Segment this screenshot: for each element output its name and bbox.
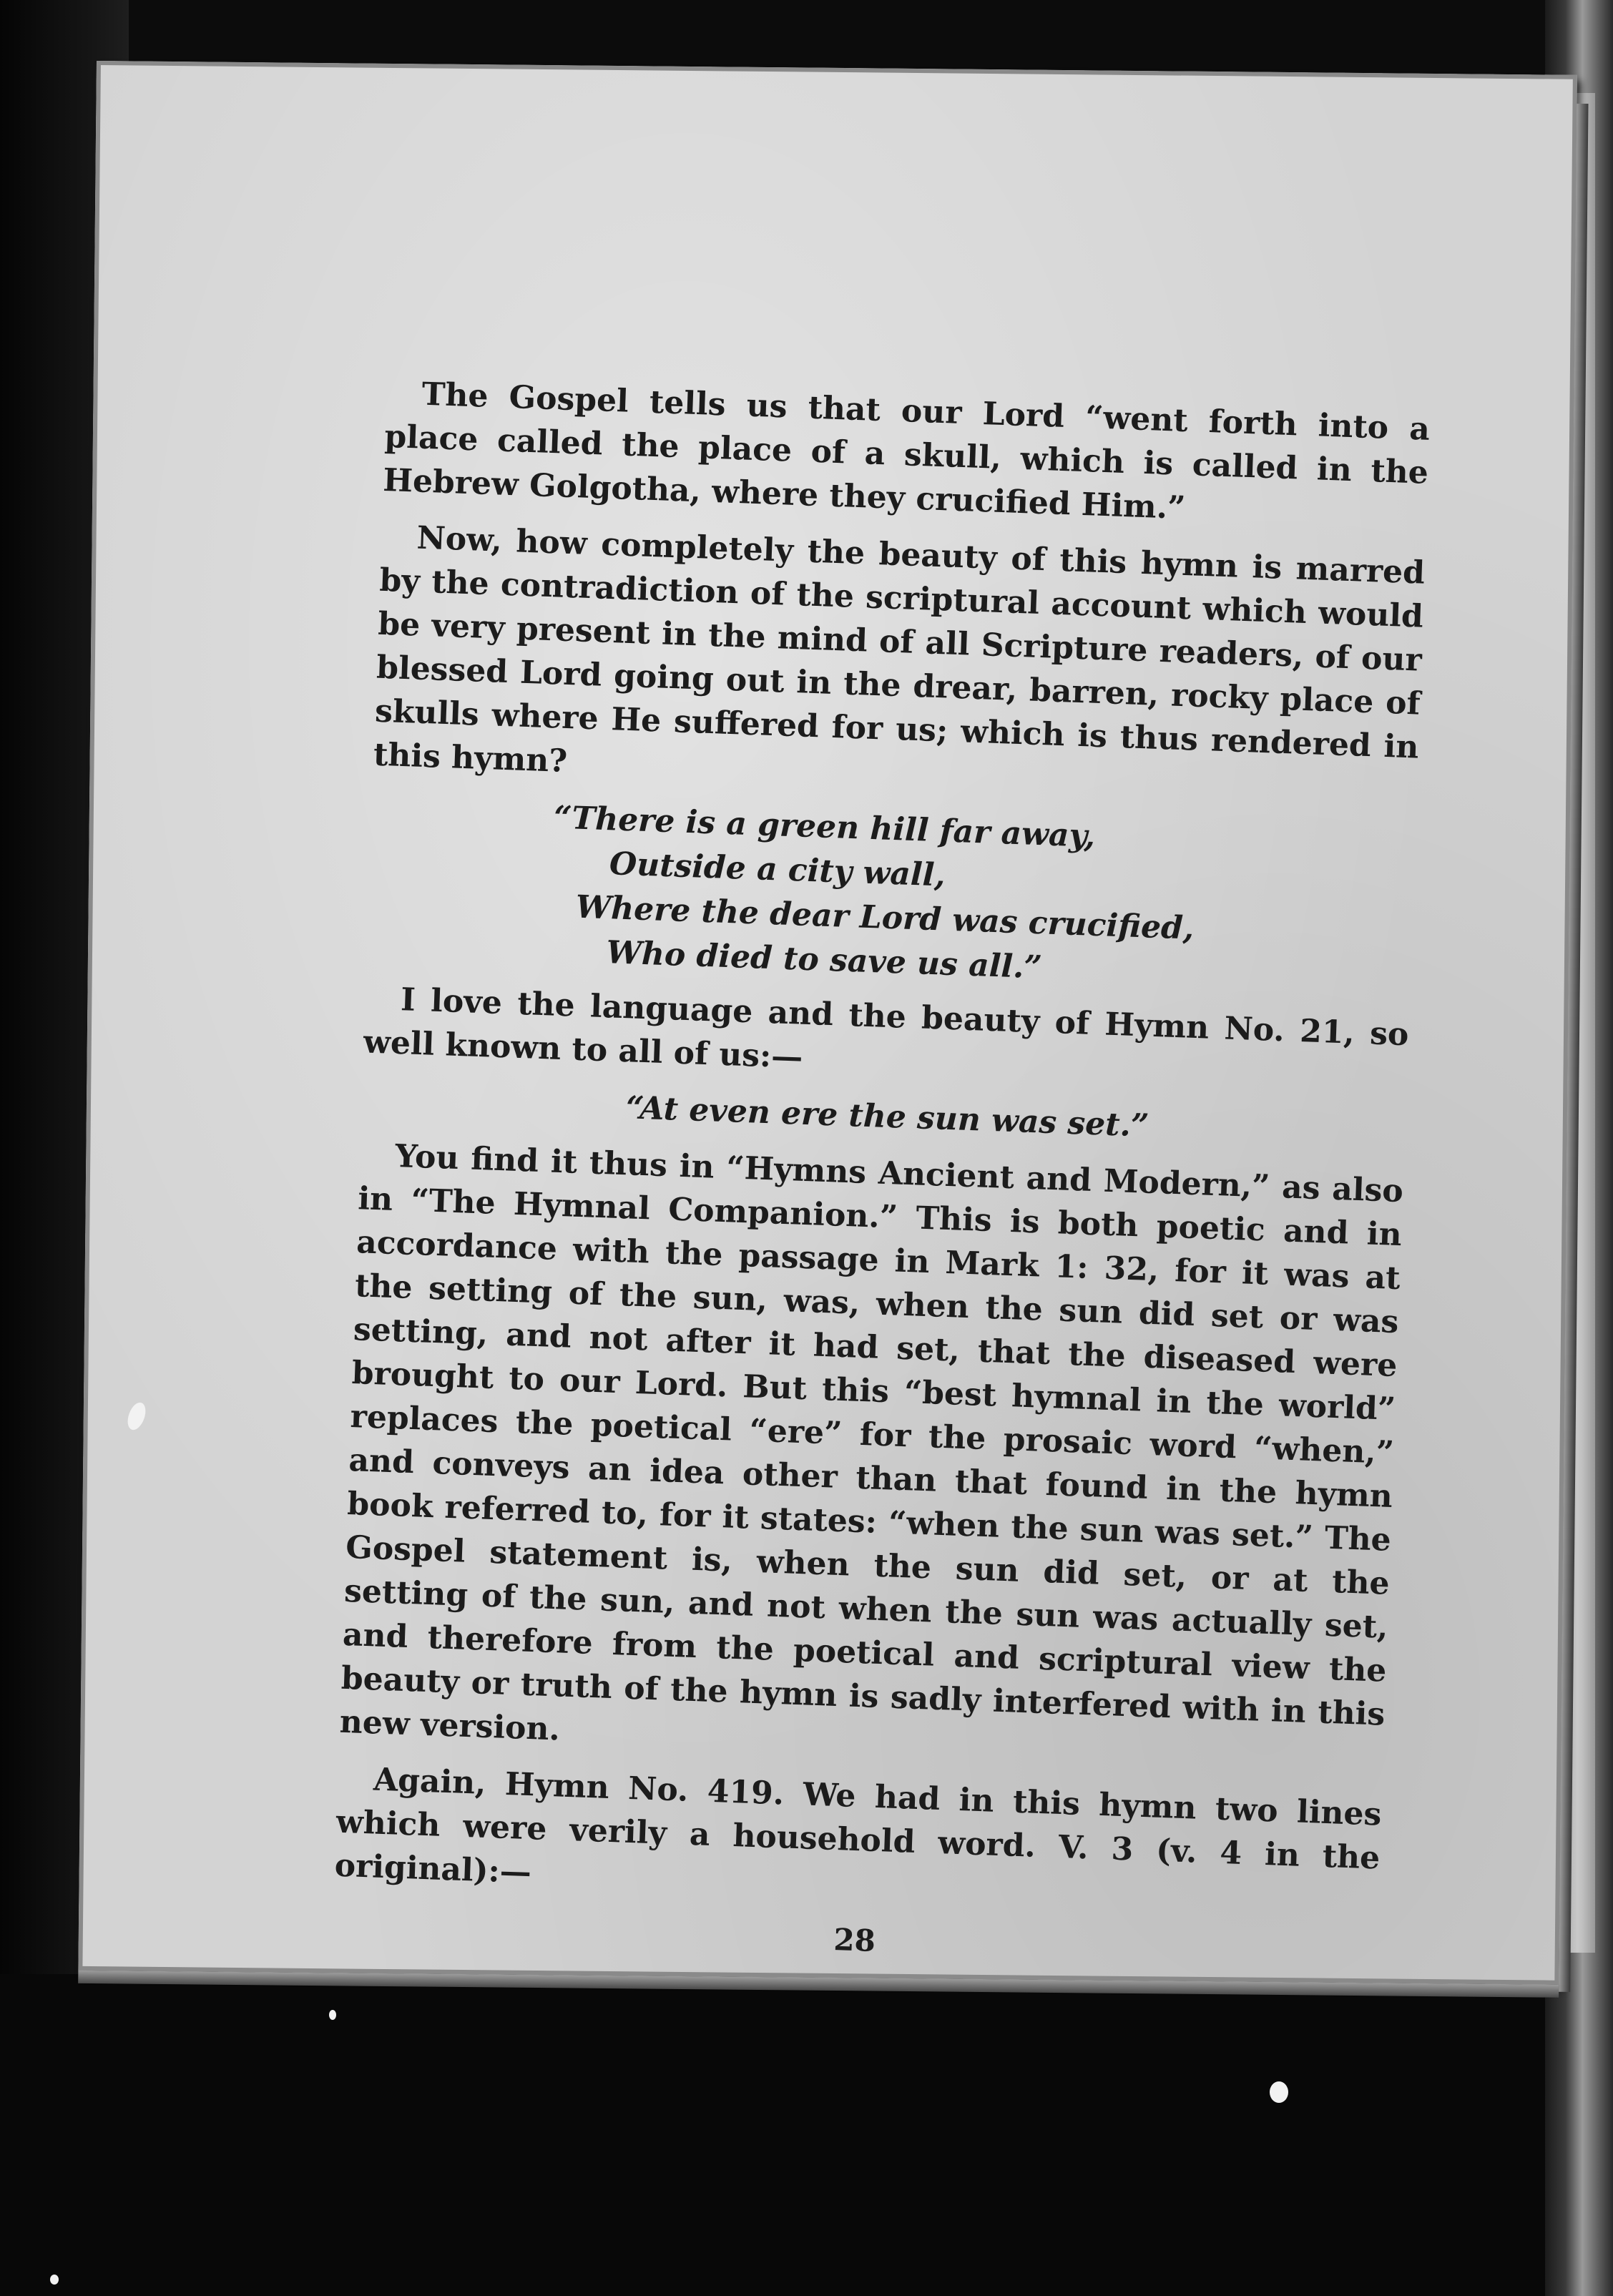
paragraph-2: Now, how completely the beauty of this hymn is marred by the contradiction of the scriptural account which would be very present in the mind of all Scripture readers, of our blessed Lord going out in the drear, barren, rocky place of skulls where He suffered for us; which is thus rendered in this hymn? — [373, 519, 1426, 780]
book-page — [78, 61, 1577, 1985]
scan-background-bottom — [0, 1974, 1613, 2296]
dust-speck — [329, 2010, 336, 2020]
verse-line-3: Where the dear Lord was crucified, — [574, 888, 1195, 947]
paragraph-1: The Gospel tells us that our Lord “went forth into a place called the place of a skull, which is called in the Hebrew Golgotha, where they crucified Him.” — [382, 376, 1431, 526]
paragraph-4: You find it thus in “Hymns Ancient and Modern,” as also in “The Hymnal Companion.” This is both poetic and in accordance with the passage in Mark 1: 32, for it was at the setting of the sun, was, when the sun did set or was setting, and not after it had set, that the diseased were brought to our Lord. But this “best hymnal in the world” replaces the poetical “ere” for the prosaic word “when,” and conveys an idea other than that found in the hymn book referred to, for it states: “when the sun was set.” The Gospel statement is, when the sun did set, or at the setting of the sun, and not when the sun was actually set, and therefore from the poetical and scriptural view the beauty or truth of the hymn is sadly interfered with in this new version. — [339, 1138, 1404, 1748]
hymn-quote: “At even ere the sun was set.” — [625, 1089, 1150, 1144]
paragraph-5: Again, Hymn No. 419. We had in this hymn two lines which were verily a household word. V. 3 (v. 4 in the original):— — [334, 1761, 1383, 1891]
verse-line-1: “There is a green hill far away, — [553, 799, 1097, 855]
dust-speck — [1270, 2081, 1288, 2103]
verse-line-2: Outside a city wall, — [609, 845, 946, 894]
verse-line-4: Who died to save us all.” — [605, 934, 1043, 986]
page-text — [332, 371, 1431, 1981]
paragraph-3: I love the language and the beauty of Hymn No. 21, so well known to all of us:— — [363, 981, 1410, 1076]
dust-speck — [50, 2275, 59, 2285]
page-number: 28 — [833, 1922, 876, 1959]
hymn-verse — [366, 790, 1416, 1004]
